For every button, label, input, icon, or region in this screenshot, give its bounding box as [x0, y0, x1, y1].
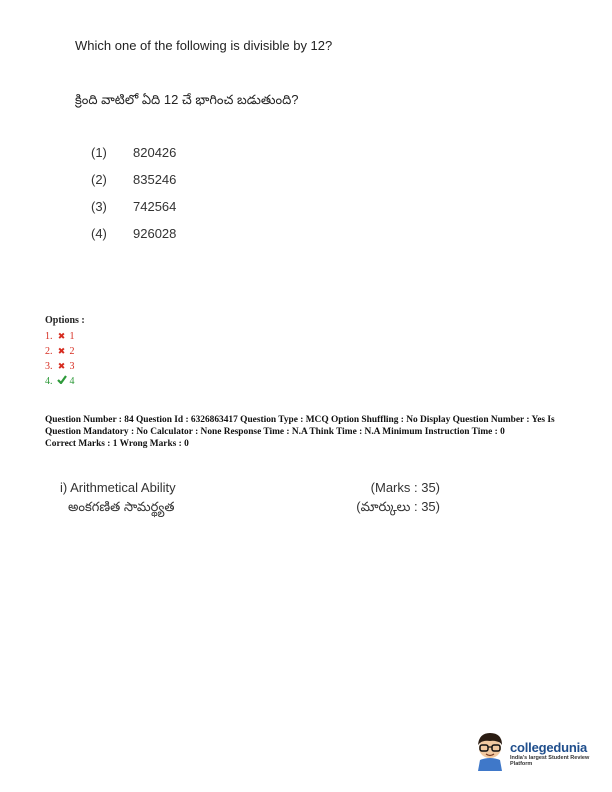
metadata-line-2: Correct Marks : 1 Wrong Marks : 0 [45, 439, 189, 449]
section-header [60, 480, 440, 518]
option-3 [45, 359, 85, 374]
option-4 [45, 374, 85, 389]
logo-tagline: India's largest Student Review Platform [510, 755, 590, 767]
option-label: 2 [69, 346, 75, 357]
logo-brand-text: collegedunia [510, 740, 588, 755]
option-label: 4 [69, 376, 75, 387]
choice-number: (2) [91, 172, 107, 187]
options-block [45, 315, 85, 389]
question-english: Which one of the following is divisible by 12? [75, 38, 333, 53]
option-index: 1. [45, 331, 53, 342]
choice-3 [91, 199, 176, 226]
cross-icon: ✖ [57, 331, 66, 341]
cross-icon: ✖ [57, 361, 66, 371]
option-index: 3. [45, 361, 53, 372]
choice-value: 742564 [133, 199, 177, 214]
question-telugu: క్రింది వాటిలో ఏది 12 చే భాగించ బడుతుంది? [75, 92, 299, 107]
choice-value: 820426 [133, 145, 177, 160]
options-title: Options : [45, 315, 85, 326]
choice-number: (4) [91, 226, 107, 241]
metadata-line-1: Question Number : 84 Question Id : 6326863417 Question Type : MCQ Option Shuffling : No Display Question Number : Yes Is Question Mandatory : No Calculator : None Response Time : N.A Think Time : N.A Minimum Instruction Time : 0 [45, 415, 555, 437]
section-marks-english: (Marks : 35) [370, 480, 440, 495]
cross-icon: ✖ [57, 346, 66, 356]
question-metadata [45, 414, 575, 450]
section-title-english: i) Arithmetical Ability [60, 480, 176, 495]
option-1 [45, 329, 85, 344]
choice-number: (1) [91, 145, 107, 160]
choice-1 [91, 145, 176, 172]
section-marks-telugu: (మార్కులు : 35) [356, 499, 440, 514]
answer-choices [91, 145, 176, 253]
mascot-icon [474, 731, 506, 776]
option-index: 4. [45, 376, 53, 387]
option-label: 1 [69, 331, 75, 342]
choice-value: 835246 [133, 172, 177, 187]
option-index: 2. [45, 346, 53, 357]
section-title-telugu: అంకగణిత సామర్థ్యత [68, 499, 175, 514]
choice-4 [91, 226, 176, 253]
check-icon [57, 374, 67, 389]
option-label: 3 [69, 361, 75, 372]
choice-number: (3) [91, 199, 107, 214]
option-2 [45, 344, 85, 359]
choice-value: 926028 [133, 226, 177, 241]
collegedunia-logo [474, 731, 612, 776]
choice-2 [91, 172, 176, 199]
